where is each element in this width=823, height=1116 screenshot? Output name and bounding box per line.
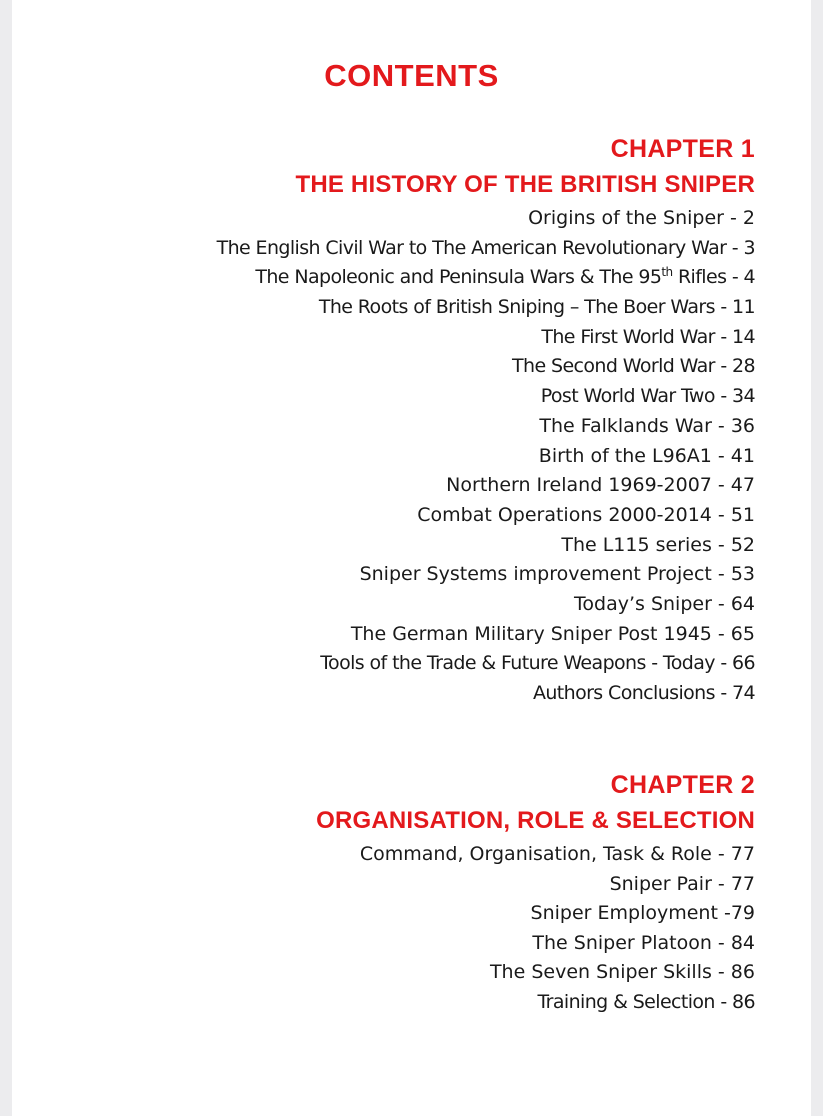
toc-entry: The English Civil War to The American Revolutionary War - 3 xyxy=(216,236,755,259)
chapter-number: CHAPTER 1 xyxy=(610,135,755,163)
toc-entry: The Seven Sniper Skills - 86 xyxy=(489,961,755,984)
toc-entry: Post World War Two - 34 xyxy=(540,385,755,408)
toc-entry: Origins of the Sniper - 2 xyxy=(528,207,755,229)
chapter-title: ORGANISATION, ROLE & SELECTION xyxy=(316,807,755,834)
toc-entry: Tools of the Trade & Future Weapons - Today - 66 xyxy=(320,652,755,675)
toc-entry xyxy=(217,263,755,293)
toc-entry: The Falklands War - 36 xyxy=(539,414,755,437)
toc-entry: Sniper Employment -79 xyxy=(530,902,755,925)
toc-entry-text: The Napoleonic and Peninsula Wars & The 95 xyxy=(255,266,662,289)
toc-entry: Training & Selection - 86 xyxy=(537,990,755,1013)
chapter-1-entries xyxy=(217,204,755,709)
toc-entry: Sniper Pair - 77 xyxy=(609,872,755,895)
toc-entry: The First World War - 14 xyxy=(541,325,755,348)
toc-entry: Combat Operations 2000-2014 - 51 xyxy=(417,503,755,526)
toc-entry: The Second World War - 28 xyxy=(512,355,755,378)
toc-entry: Birth of the L96A1 - 41 xyxy=(538,444,755,467)
toc-entry-text-suffix: Rifles - 4 xyxy=(672,266,755,289)
toc-entry: Northern Ireland 1969-2007 - 47 xyxy=(446,474,755,497)
toc-entry: The L115 series - 52 xyxy=(561,533,755,556)
toc-entry: The Roots of British Sniping – The Boer Wars - 11 xyxy=(318,296,755,319)
toc-entry: Sniper Systems improvement Project - 53 xyxy=(359,563,755,586)
chapter-1-heading xyxy=(295,134,755,200)
toc-entry: Authors Conclusions - 74 xyxy=(532,682,755,704)
ordinal-superscript: th xyxy=(661,265,673,280)
chapter-2-heading xyxy=(316,770,755,836)
toc-entry: Today’s Sniper - 64 xyxy=(574,592,755,615)
chapter-number: CHAPTER 2 xyxy=(610,771,755,799)
toc-entry: The German Military Sniper Post 1945 - 65 xyxy=(350,622,755,645)
toc-entry: Command, Organisation, Task & Role - 77 xyxy=(359,843,755,865)
chapter-title: THE HISTORY OF THE BRITISH SNIPER xyxy=(295,171,755,198)
chapter-2-entries xyxy=(360,840,755,1018)
contents-title: CONTENTS xyxy=(324,58,499,93)
toc-entry: The Sniper Platoon - 84 xyxy=(532,931,755,954)
